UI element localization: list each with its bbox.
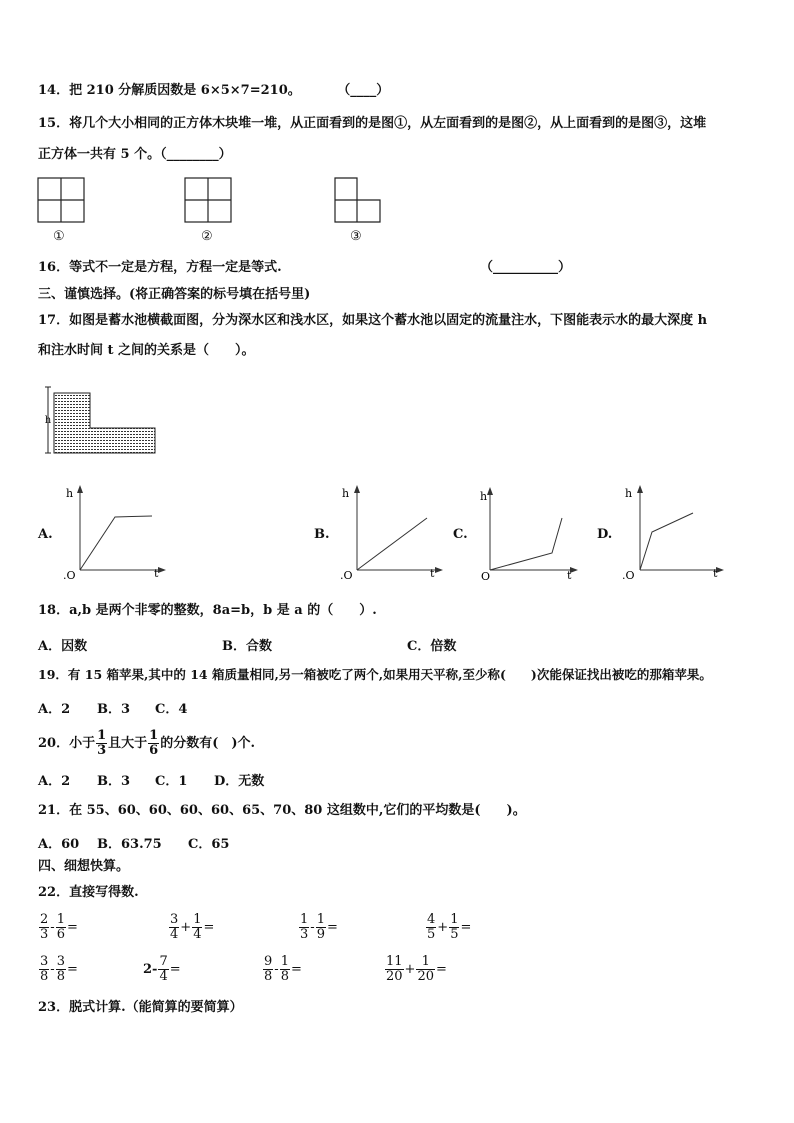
graph-d-t: t: [713, 567, 718, 580]
pool-cross-section: [40, 383, 165, 458]
calc-7: $\frac{9}{8}$ - $\frac{1}{8}$ =: [264, 954, 302, 984]
q19-option-b: B．3: [97, 702, 131, 717]
q18-option-b: B．合数: [222, 639, 272, 654]
question-19: 19．有 15 箱苹果,其中的 14 箱质量相同,另一箱被吃了两个,如果用天平称,至少称( )次能保证找出被吃的那箱苹果。: [38, 667, 712, 682]
q19-option-a: A．2: [38, 702, 71, 717]
graph-b-h: h: [342, 487, 350, 500]
q17-option-a: A.: [38, 527, 53, 542]
q17-option-b: B.: [314, 527, 330, 542]
calc-1: $\frac{2}{3}$ - $\frac{1}{6}$ =: [40, 912, 78, 942]
calc-2: $\frac{3}{4}$ + $\frac{1}{4}$ =: [170, 912, 215, 942]
q16-blank: （__________）: [480, 260, 572, 275]
graph-a-origin: .O: [63, 569, 76, 582]
graph-c: [478, 484, 588, 584]
question-17-line2: 和注水时间 t 之间的关系是（ ）。: [38, 343, 255, 358]
question-21: 21．在 55、60、60、60、60、65、70、80 这组数中,它们的平均数是( )。: [38, 803, 526, 818]
q20-option-d: D．无数: [214, 774, 265, 789]
graph-b-origin: .O: [340, 569, 353, 582]
question-20: [38, 726, 255, 762]
graph-a-h: h: [66, 487, 74, 500]
section-4-heading: 四、细想快算。: [38, 859, 130, 874]
calc-5: $\frac{3}{8}$ - $\frac{3}{8}$ =: [40, 954, 78, 984]
q17-option-d: D.: [597, 527, 613, 542]
question-15-line2: 正方体一共有 5 个。（________）: [38, 147, 232, 162]
graph-c-t: t: [567, 569, 572, 582]
q21-option-c: C．65: [188, 837, 230, 852]
pool-h-label: h: [44, 415, 52, 426]
q19-option-c: C．4: [155, 702, 188, 717]
q14-text: 14．把 210 分解质因数是 6×5×7=210。: [38, 83, 301, 98]
q20-option-c: C．1: [155, 774, 188, 789]
q20-mid: 且大于: [108, 736, 148, 751]
calc-3: $\frac{1}{3}$ - $\frac{1}{9}$ =: [300, 912, 338, 942]
q20-frac-1: $\frac{1}{3}$: [97, 728, 107, 758]
q20-option-b: B．3: [97, 774, 131, 789]
calc-8: $\frac{11}{20}$ + $\frac{1}{20}$ =: [386, 954, 447, 984]
q17-option-c: C.: [453, 527, 468, 542]
question-15-line1: 15．将几个大小相同的正方体木块堆一堆，从正面看到的是图①，从左面看到的是图②，从上面看到的是图③，这堆: [38, 116, 707, 131]
calc-6: 2- $\frac{7}{4}$ =: [143, 954, 181, 984]
question-17-line1: 17．如图是蓄水池横截面图，分为深水区和浅水区，如果这个蓄水池以固定的流量注水，下图能表示水的最大深度 h: [38, 313, 708, 328]
q18-option-a: A．因数: [38, 639, 88, 654]
q20-pre: 20．小于: [38, 736, 96, 751]
q20-post: 的分数有( )个.: [160, 736, 256, 751]
graph-b: [337, 482, 447, 582]
label-view-3: ③: [350, 229, 362, 244]
q14-blank: （____）: [337, 83, 390, 98]
graph-a-t: t: [154, 567, 159, 580]
graph-c-h: h: [480, 490, 488, 503]
question-16: 16．等式不一定是方程，方程一定是等式.: [38, 260, 282, 275]
graph-d-origin: .O: [622, 569, 635, 582]
q21-option-a: A．60: [38, 837, 80, 852]
graph-b-t: t: [430, 567, 435, 580]
label-view-2: ②: [201, 229, 213, 244]
question-18: 18．a,b 是两个非零的整数，8a=b，b 是 a 的（ ）.: [38, 603, 377, 618]
graph-c-origin: O: [481, 570, 491, 583]
graph-d-h: h: [625, 487, 633, 500]
q18-option-c: C．倍数: [407, 639, 457, 654]
graph-d: [620, 482, 730, 582]
question-22: 22．直接写得数.: [38, 885, 139, 900]
question-23: 23．脱式计算.（能简算的要简算）: [38, 1000, 243, 1015]
label-view-1: ①: [53, 229, 65, 244]
pool-water: [54, 393, 155, 453]
calc-4: $\frac{4}{5}$ + $\frac{1}{5}$ =: [427, 912, 472, 942]
q21-option-b: B．63.75: [97, 837, 162, 852]
section-3-heading: 三、谨慎选择。(将正确答案的标号填在括号里): [38, 287, 311, 302]
q20-frac-2: $\frac{1}{6}$: [149, 728, 159, 758]
q20-option-a: A．2: [38, 774, 71, 789]
question-14: [38, 83, 389, 99]
graph-a: [60, 482, 170, 582]
